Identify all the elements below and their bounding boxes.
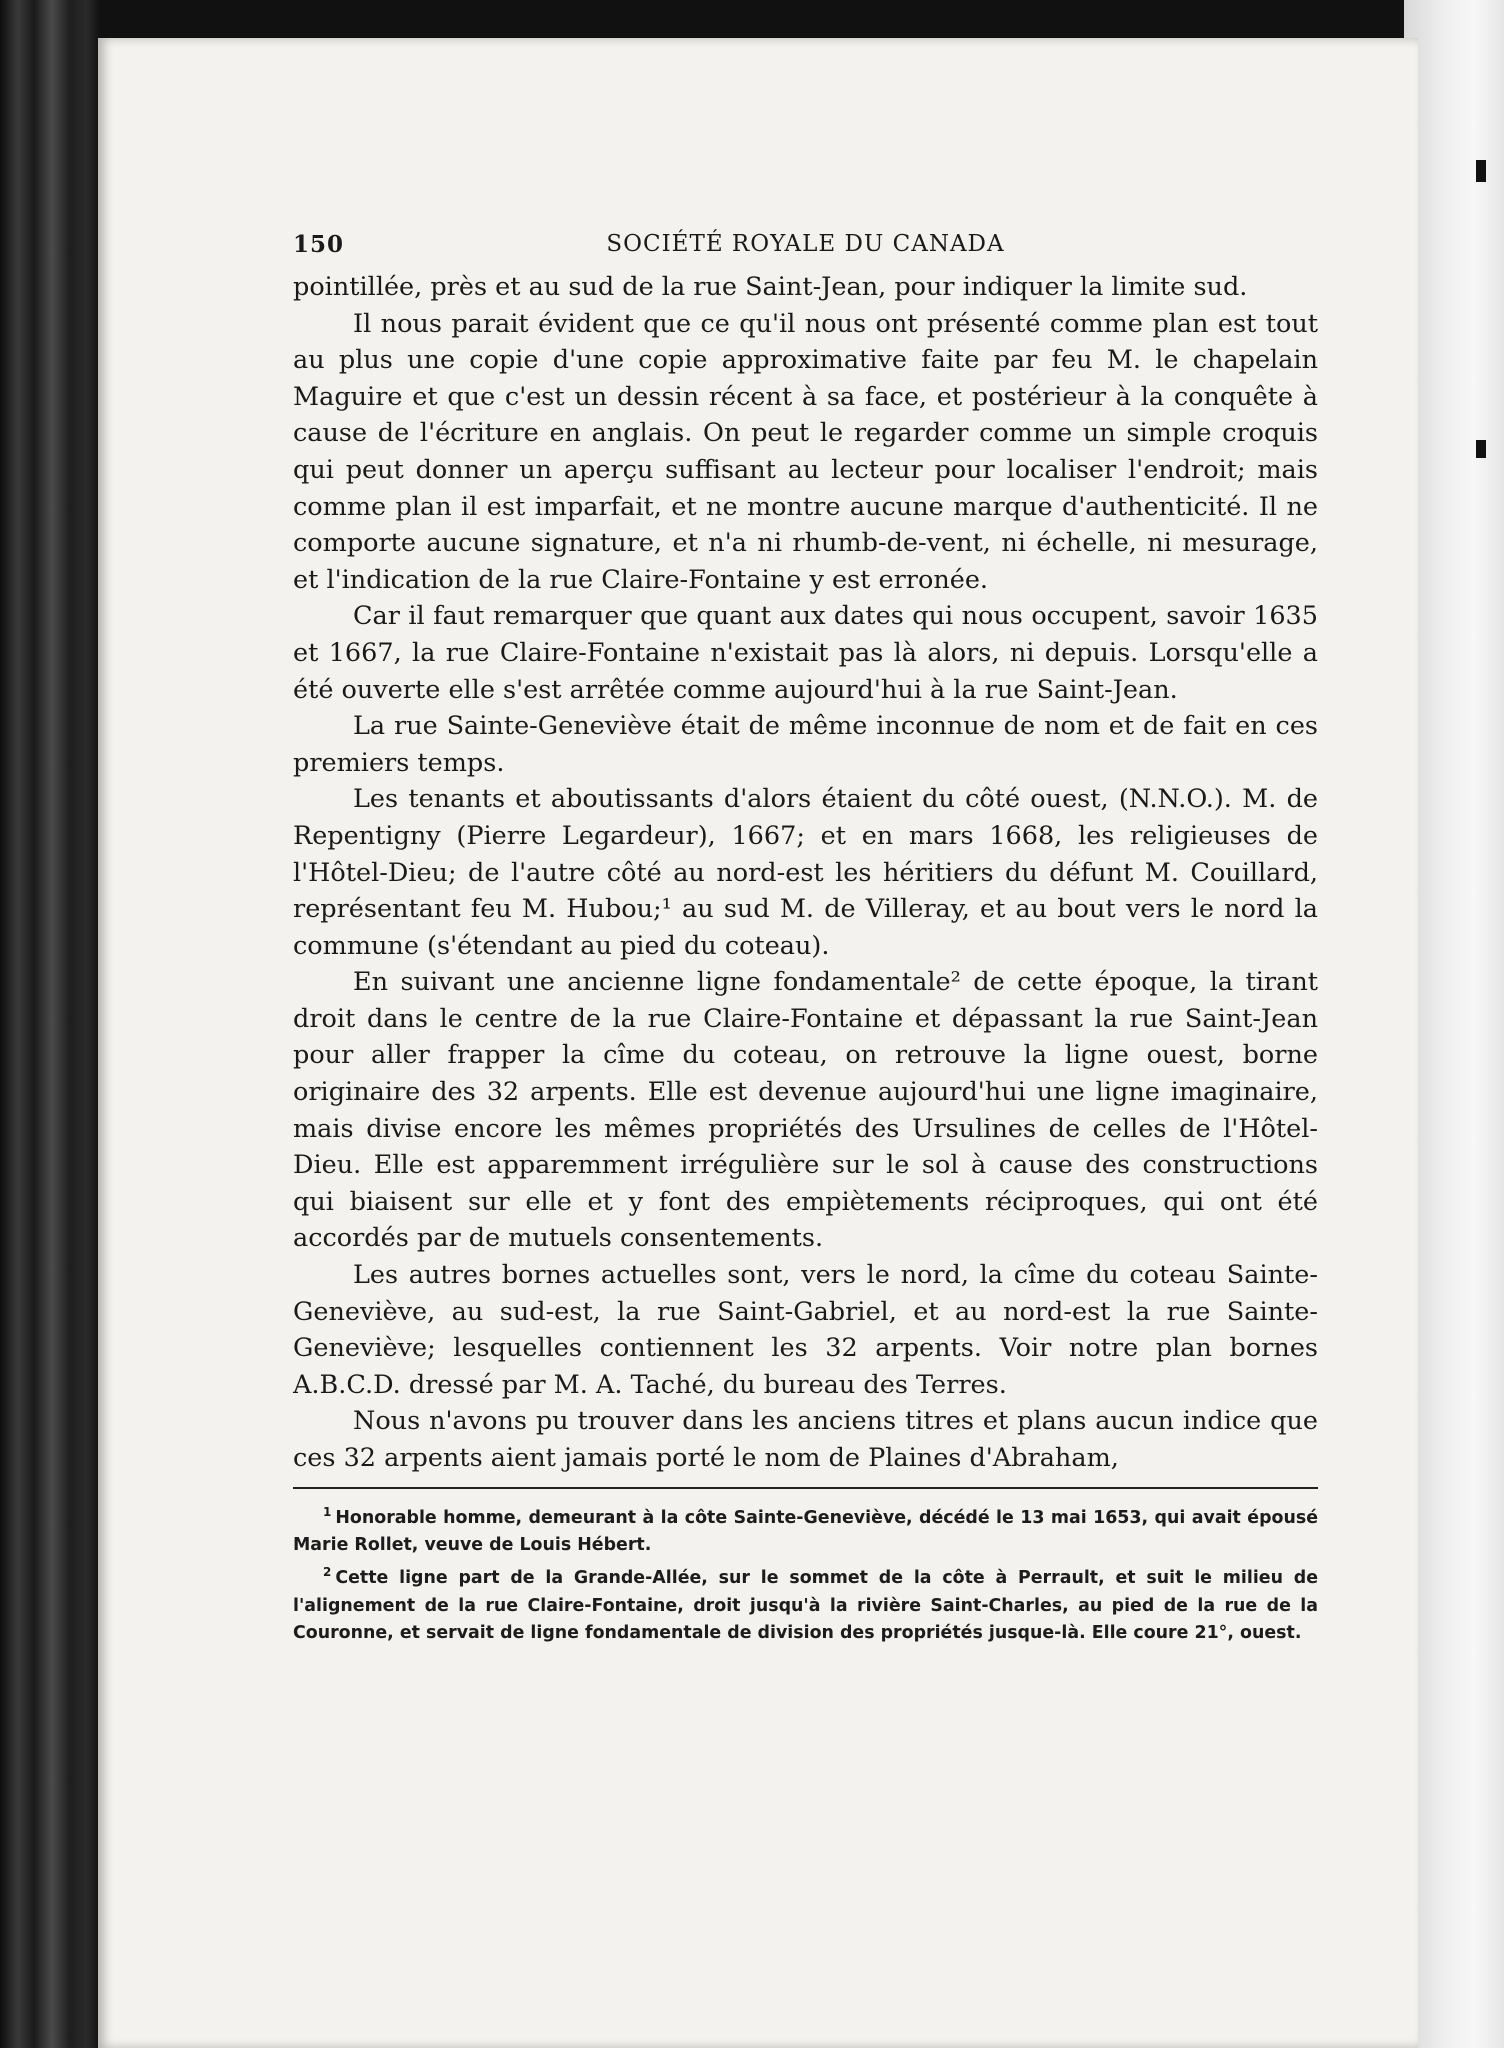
footnotes xyxy=(293,1499,1318,1648)
paragraph: Car il faut remarquer que quant aux dates qui nous occupent, savoir 1635 et 1667, la rue Claire-Fontaine n'existait pas là alors, ni depuis. Lorsqu'elle a été ouverte elle s'est arrêtée comme aujourd'hui à la rue Saint-Jean. xyxy=(293,601,1318,705)
footnote xyxy=(293,1559,1318,1647)
footnote xyxy=(293,1499,1318,1560)
body-text xyxy=(293,269,1318,1477)
paragraph: pointillée, près et au sud de la rue Saint-Jean, pour indiquer la limite sud. xyxy=(293,272,1248,302)
footnote-marker: 2 xyxy=(323,1565,332,1580)
footnote-divider xyxy=(293,1487,1318,1489)
paragraph: Les autres bornes actuelles sont, vers le nord, la cîme du coteau Sainte-Geneviève, au sud-est, la rue Saint-Gabriel, et au nord-est la rue Sainte-Geneviève; lesquelles contiennent les 32 arpents. Voir notre plan bornes A.B.C.D. dressé par M. A. Taché, du bureau des Terres. xyxy=(293,1260,1318,1400)
paragraph: Les tenants et aboutissants d'alors étaient du côté ouest, (N.N.O.). M. de Repentigny (Pierre Legardeur), 1667; et en mars 1668, les religieuses de l'Hôtel-Dieu; de l'autre côté au nord-est les héritiers du défunt M. Couillard, représentant feu M. Hubou;¹ au sud M. de Villeray, et au bout vers le nord la commune (s'étendant au pied du coteau). xyxy=(293,784,1318,961)
footnote-text: Cette ligne part de la Grande-Allée, sur le sommet de la côte à Perrault, et suit le milieu de l'alignement de la rue Claire-Fontaine, droit jusqu'à la rivière Saint-Charles, au pied de la rue de la Couronne, et servait de ligne fondamentale de division des propriétés jusque-là. Elle coure 21°, ouest. xyxy=(293,1568,1318,1644)
book-page xyxy=(98,38,1418,2048)
paragraph: Nous n'avons pu trouver dans les anciens titres et plans aucun indice que ces 32 arpents aient jamais porté le nom de Plaines d'Abraham, xyxy=(293,1406,1318,1473)
scan-artifact-mark xyxy=(1476,160,1486,182)
page-content xyxy=(293,223,1318,1648)
paragraph: La rue Sainte-Geneviève était de même inconnue de nom et de fait en ces premiers temps. xyxy=(293,711,1318,778)
footnote-marker: 1 xyxy=(323,1504,332,1519)
scan-artifact-mark xyxy=(1476,440,1486,458)
footnote-text: Honorable homme, demeurant à la côte Sainte-Geneviève, décédé le 13 mai 1653, qui avait épousé Marie Rollet, veuve de Louis Hébert. xyxy=(293,1507,1318,1555)
paragraph: En suivant une ancienne ligne fondamentale² de cette époque, la tirant droit dans le centre de la rue Claire-Fontaine et dépassant la rue Saint-Jean pour aller frapper la cîme du coteau, on retrouve la ligne ouest, borne originaire des 32 arpents. Elle est devenue aujourd'hui une ligne imaginaire, mais divise encore les mêmes propriétés des Ursulines de celles de l'Hôtel-Dieu. Elle est apparemment irrégulière sur le sol à cause des constructions qui biaisent sur elle et y font des empiètements réciproques, qui ont été accordés par de mutuels consentements. xyxy=(293,967,1318,1254)
adjacent-page-edge xyxy=(1404,0,1504,2048)
paragraph: Il nous parait évident que ce qu'il nous ont présenté comme plan est tout au plus une copie d'une copie approximative faite par feu M. le chapelain Maguire et que c'est un dessin récent à sa face, et postérieur à la conquête à cause de l'écriture en anglais. On peut le regarder comme un simple croquis qui peut donner un aperçu suffisant au lecteur pour localiser l'endroit; mais comme plan il est imparfait, et ne montre aucune marque d'authenticité. Il ne comporte aucune signature, et n'a ni rhumb-de-vent, ni échelle, ni mesurage, et l'indication de la rue Claire-Fontaine y est erronée. xyxy=(293,308,1318,595)
page-number: 150 xyxy=(293,231,345,258)
running-head xyxy=(293,223,1318,269)
journal-title: SOCIÉTÉ ROYALE DU CANADA xyxy=(606,231,1005,257)
